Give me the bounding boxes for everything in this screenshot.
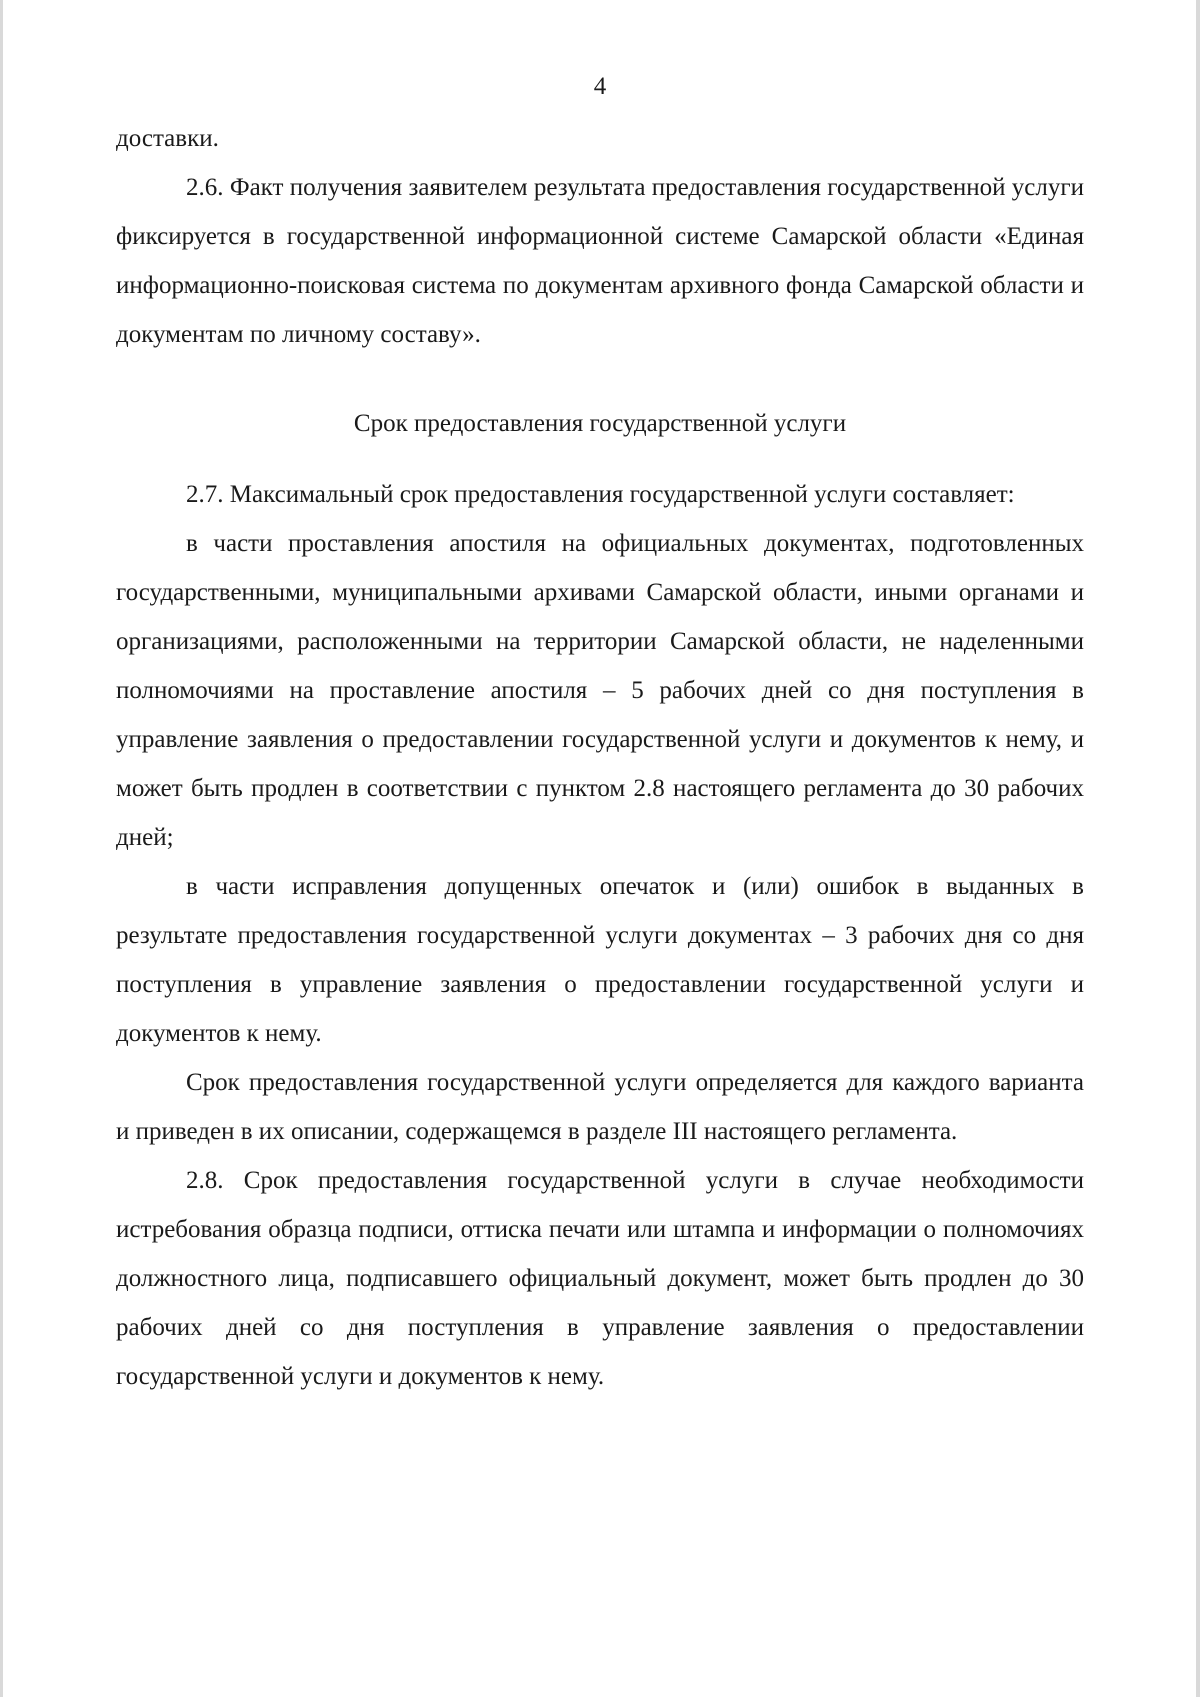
paragraph-2-6: 2.6. Факт получения заявителем результата предоставления государственной услуги фиксируется в государственной информационной системе Самарской области «Единая информационно-поисковая система по документам архивного фонда Самарской области и документам по личному составу». — [116, 174, 1084, 348]
paragraph-variant-term: Срок предоставления государственной услуги определяется для каждого варианта и приведен в их описании, содержащемся в разделе III настоящего регламента. — [116, 1069, 1084, 1145]
page-number: 4 — [593, 73, 607, 100]
page-edge-right — [1196, 0, 1200, 1697]
document-body — [116, 114, 1084, 1401]
section-heading: Срок предоставления государственной услуги — [353, 410, 847, 437]
page-edge-left — [0, 0, 3, 1697]
paragraph-apostille-term: в части проставления апостиля на официальных документах, подготовленных государственными, муниципальными архивами Самарской области, иными органами и организациями, расположенными на территории Самарской области, не наделенными полномочиями на проставление апостиля – 5 рабочих дней со дня поступления в управление заявления о предоставлении государственной услуги и документов к нему, и может быть продлен в соответствии с пунктом 2.8 настоящего регламента до 30 рабочих дней; — [116, 530, 1084, 851]
paragraph-continuation: доставки. — [116, 125, 219, 152]
paragraph-corrections-term: в части исправления допущенных опечаток и (или) ошибок в выданных в результате предоставления государственной услуги документах – 3 рабочих дня со дня поступления в управление заявления о предоставлении государственной услуги и документов к нему. — [116, 873, 1084, 1047]
paragraph-2-7: 2.7. Максимальный срок предоставления государственной услуги составляет: — [186, 481, 1015, 508]
paragraph-2-8: 2.8. Срок предоставления государственной услуги в случае необходимости истребования образца подписи, оттиска печати или штампа и информации о полномочиях должностного лица, подписавшего официальный документ, может быть продлен до 30 рабочих дней со дня поступления в управление заявления о предоставлении государственной услуги и документов к нему. — [116, 1167, 1084, 1390]
